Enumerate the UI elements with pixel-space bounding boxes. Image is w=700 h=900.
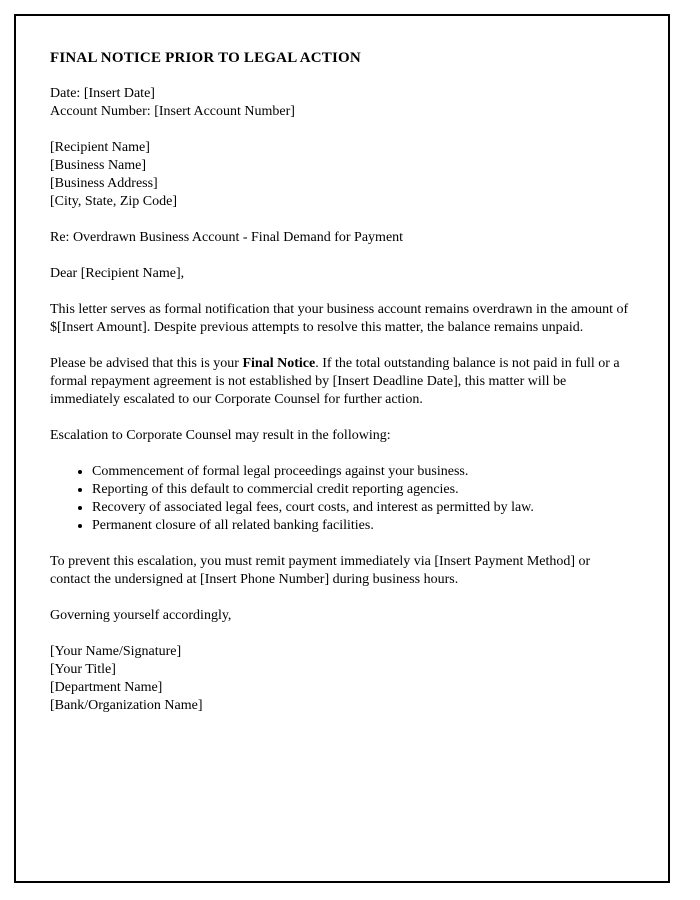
list-item: • Permanent closure of all related banking facilities. bbox=[92, 517, 634, 535]
paragraph-overdrawn-notice: This letter serves as formal notification that your business account remains overdrawn in the amount of $[Insert Amount]. Despite previous attempts to resolve this matter, the balance remains unpaid. bbox=[50, 302, 629, 335]
business-address-line: [Business Address] bbox=[50, 176, 158, 191]
list-item: • Reporting of this default to commercial credit reporting agencies. bbox=[92, 481, 634, 499]
final-notice-text-after: . If the total outstanding balance is not paid in full or a formal repayment agreement is not established by [Insert Deadline Date], this matter will be immediately escalated to our Corporate Counsel for further action. bbox=[50, 356, 620, 407]
paragraph-escalation-intro: Escalation to Corporate Counsel may result in the following: bbox=[50, 428, 391, 443]
recipient-block bbox=[50, 139, 634, 211]
date-account-block bbox=[50, 85, 634, 121]
escalation-consequences-list bbox=[50, 463, 634, 535]
final-notice-text-before: Please be advised that this is your bbox=[50, 356, 243, 371]
signature-organization-line: [Bank/Organization Name] bbox=[50, 698, 203, 713]
paragraph-final-notice bbox=[50, 355, 634, 409]
re-subject-line: Re: Overdrawn Business Account - Final Demand for Payment bbox=[50, 230, 404, 245]
account-number-line: Account Number: [Insert Account Number] bbox=[50, 104, 295, 119]
signature-block bbox=[50, 643, 634, 715]
closing-line: Governing yourself accordingly, bbox=[50, 608, 232, 623]
letter-title: FINAL NOTICE PRIOR TO LEGAL ACTION bbox=[50, 50, 361, 66]
letter-document bbox=[14, 14, 670, 883]
recipient-name-line: [Recipient Name] bbox=[50, 140, 150, 155]
list-item: • Recovery of associated legal fees, court costs, and interest as permitted by law. bbox=[92, 499, 634, 517]
salutation-line: Dear [Recipient Name], bbox=[50, 266, 185, 281]
city-state-zip-line: [City, State, Zip Code] bbox=[50, 194, 178, 209]
signature-name-line: [Your Name/Signature] bbox=[50, 644, 182, 659]
final-notice-bold-text: Final Notice bbox=[242, 356, 316, 371]
date-line: Date: [Insert Date] bbox=[50, 86, 155, 101]
signature-department-line: [Department Name] bbox=[50, 680, 163, 695]
signature-title-line: [Your Title] bbox=[50, 662, 116, 677]
business-name-line: [Business Name] bbox=[50, 158, 147, 173]
paragraph-payment-instructions: To prevent this escalation, you must remit payment immediately via [Insert Payment Method] or contact the undersigned at [Insert Phone Number] during business hours. bbox=[50, 554, 591, 587]
list-item: • Commencement of formal legal proceedings against your business. bbox=[92, 463, 634, 481]
